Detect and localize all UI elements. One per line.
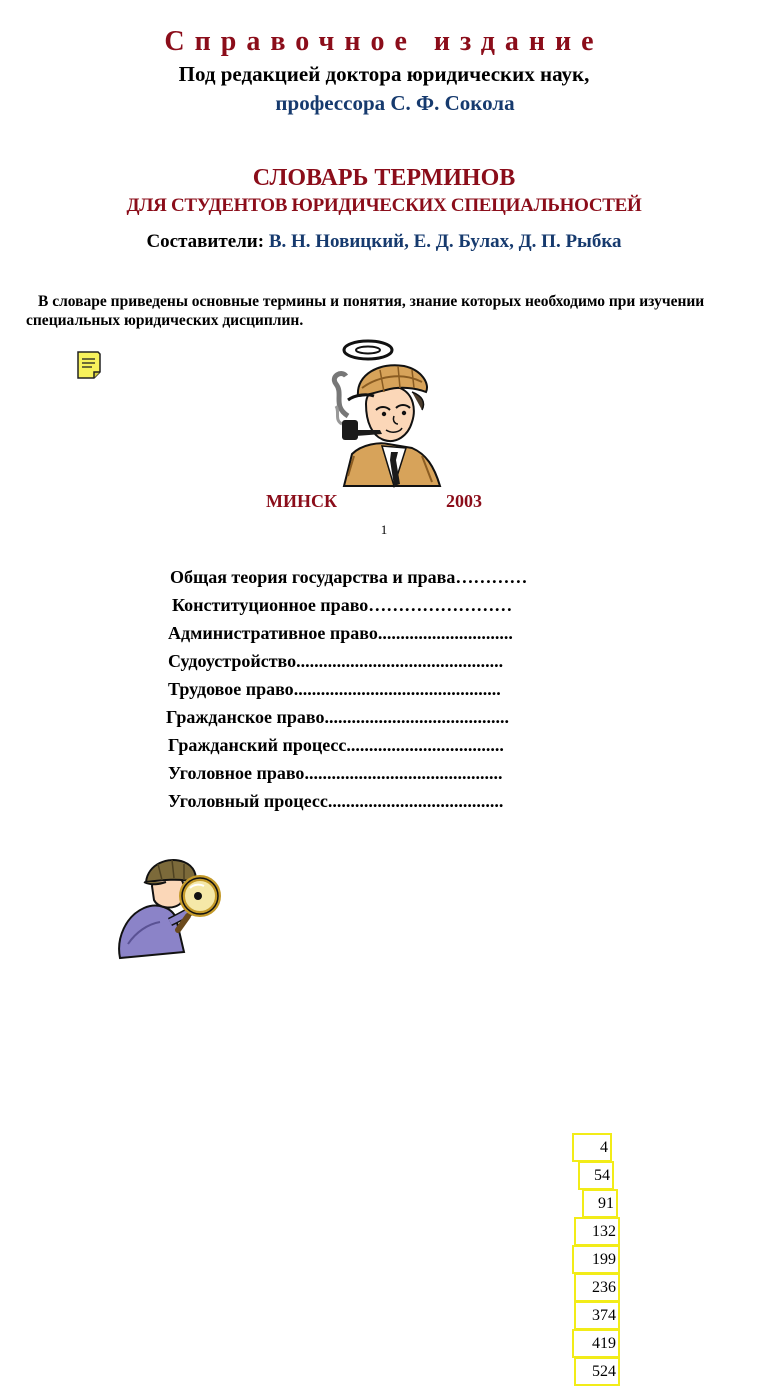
- description-paragraph: В словаре приведены основные термины и понятия, знание которых необходимо при изучении специальных юридических дисциплин.: [26, 293, 705, 329]
- toc-entry-title: Конституционное право: [172, 595, 369, 615]
- toc-entry-leader: .......................................: [327, 791, 504, 811]
- toc-entry-leader: ..............................: [377, 623, 513, 643]
- toc-entry[interactable]: [168, 763, 502, 789]
- dictionary-title: СЛОВАРЬ ТЕРМИНОВ: [252, 165, 516, 191]
- toc-entry[interactable]: [166, 707, 509, 733]
- toc-page-box[interactable]: 236: [574, 1273, 620, 1302]
- toc-entry-title: Уголовный процесс: [168, 791, 328, 811]
- toc-page-box[interactable]: 374: [574, 1301, 620, 1330]
- toc-entry-title: Общая теория государства и права: [170, 567, 456, 587]
- imprint-year: 2003: [446, 491, 482, 511]
- compilers-line: [0, 231, 768, 253]
- imprint-city: МИНСК: [266, 491, 338, 511]
- toc-entry[interactable]: [168, 679, 501, 705]
- toc-page-box[interactable]: 54: [578, 1161, 614, 1190]
- toc-entry[interactable]: [168, 791, 503, 817]
- toc-entry[interactable]: [168, 651, 503, 677]
- compilers-names: В. Н. Новицкий, Е. Д. Булах, Д. П. Рыбка: [268, 231, 622, 252]
- toc-entry-title: Судоустройство: [168, 651, 297, 671]
- toc-entry[interactable]: [168, 735, 504, 761]
- toc-entry-leader: ..............................................: [296, 651, 504, 671]
- dictionary-subtitle: ДЛЯ СТУДЕНТОВ ЮРИДИЧЕСКИХ СПЕЦИАЛЬНОСТЕЙ: [126, 195, 642, 216]
- detective-magnifier-illustration: [114, 852, 224, 962]
- toc-page-box[interactable]: 4: [572, 1133, 612, 1162]
- compilers-label: Составители:: [146, 231, 265, 252]
- editor-name: профессора С. Ф. Сокола: [275, 91, 515, 115]
- toc-entry-leader: …………: [455, 567, 528, 587]
- editor-line: Под редакцией доктора юридических наук,: [178, 62, 590, 86]
- toc-page-box[interactable]: 524: [574, 1357, 620, 1386]
- note-icon[interactable]: [76, 350, 102, 380]
- toc-entry-title: Гражданское право: [166, 707, 325, 727]
- toc-entry-title: Административное право: [168, 623, 378, 643]
- toc-entry[interactable]: [172, 595, 512, 621]
- toc-page-box[interactable]: 199: [572, 1245, 620, 1274]
- toc-entry[interactable]: [170, 567, 527, 593]
- toc-entry-leader: ……………………: [368, 595, 513, 615]
- toc-entry-title: Гражданский процесс: [168, 735, 347, 755]
- toc-entry[interactable]: [168, 623, 513, 649]
- toc-entry-title: Трудовое право: [168, 679, 294, 699]
- toc-entry-leader: ..............................................: [293, 679, 501, 699]
- reference-edition-heading: Справочное издание: [164, 26, 604, 57]
- toc-page-box[interactable]: 419: [572, 1329, 620, 1358]
- toc-entry-leader: ...................................: [346, 735, 504, 755]
- toc-page-box[interactable]: 91: [582, 1189, 618, 1218]
- toc-entry-leader: .........................................: [324, 707, 509, 727]
- toc-entry-leader: ............................................: [304, 763, 503, 783]
- page-number: 1: [380, 522, 388, 537]
- toc-page-box[interactable]: 132: [574, 1217, 620, 1246]
- detective-pipe-illustration: [322, 336, 448, 488]
- toc-entry-title: Уголовное право: [168, 763, 305, 783]
